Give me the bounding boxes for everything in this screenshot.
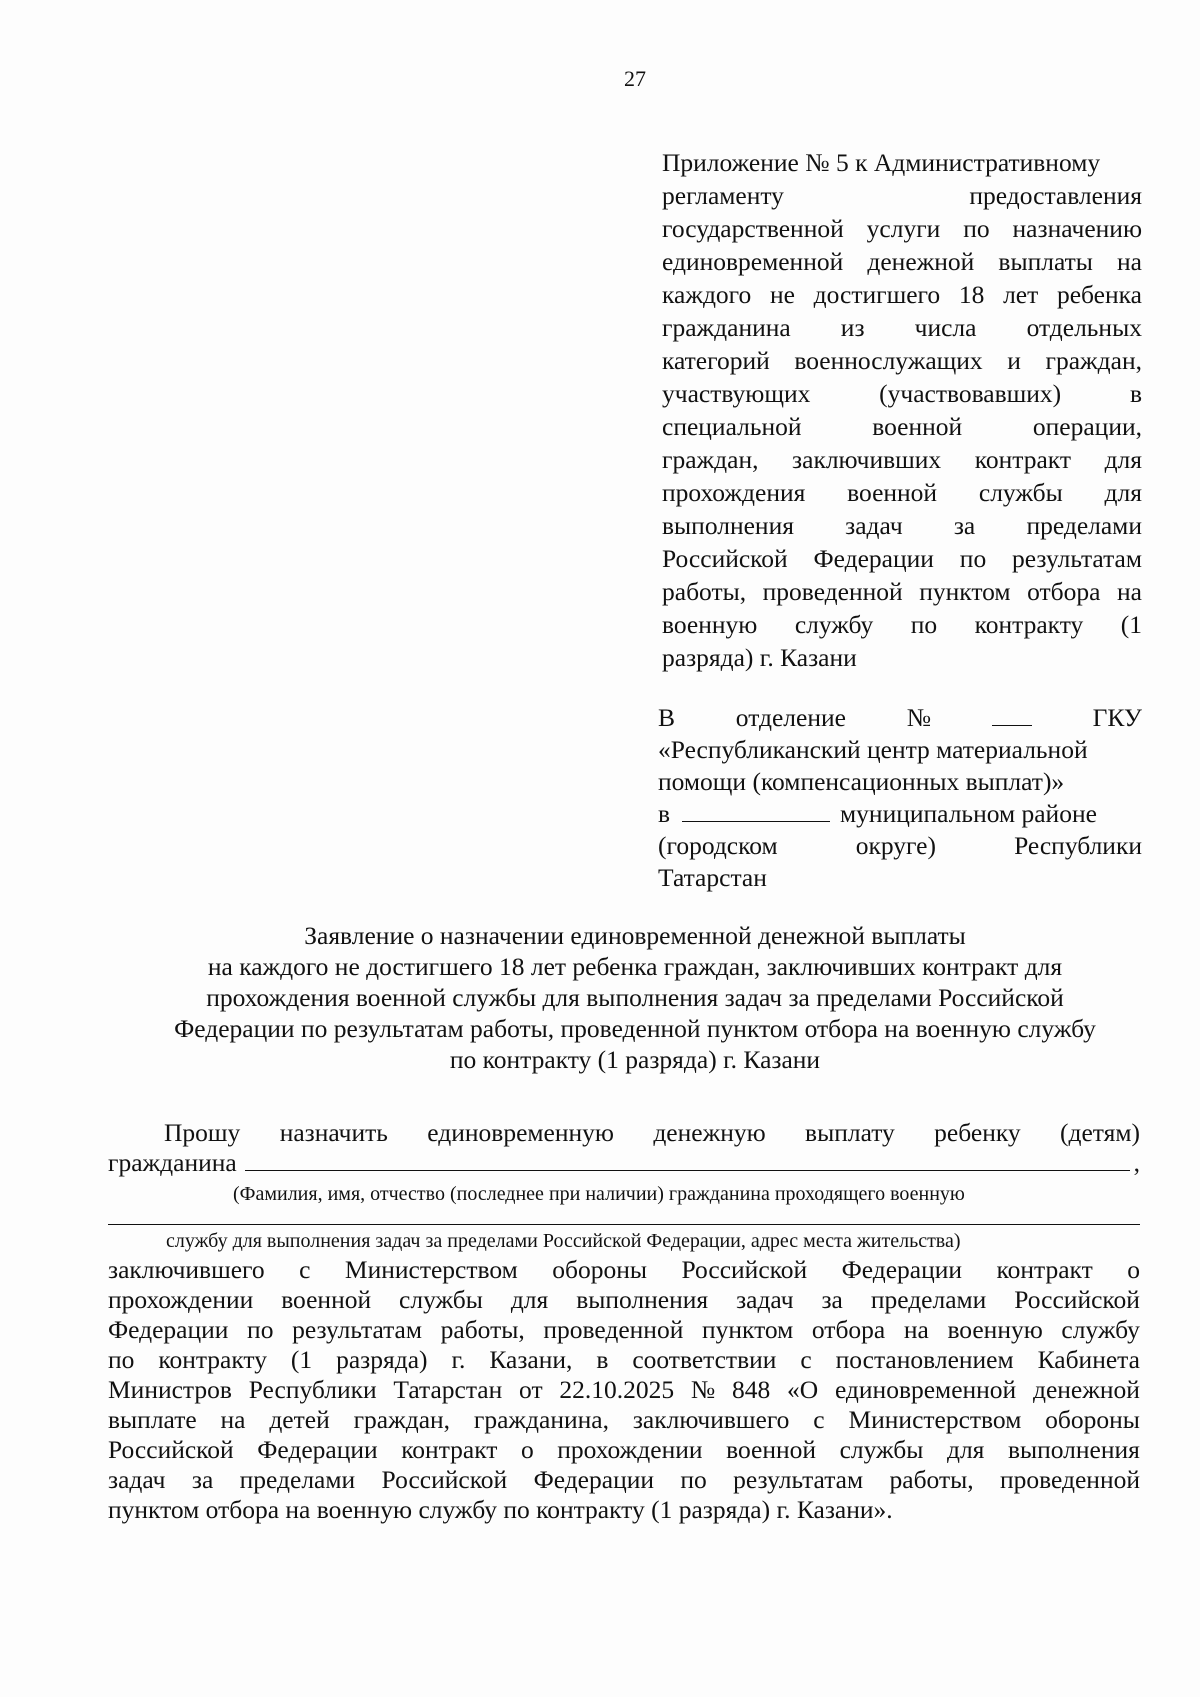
word: Министерством (848, 1405, 1022, 1434)
word: Казани, (489, 1345, 573, 1374)
word: соответствии (632, 1345, 777, 1374)
appendix-word: контракту (974, 610, 1084, 639)
addressee-text: ГКУ (1092, 703, 1142, 732)
addressee-line-5 (658, 830, 1142, 862)
appendix-word: 18 (958, 280, 985, 309)
appendix-line (662, 212, 1142, 245)
addressee-text: В (658, 703, 676, 732)
word: 22.10.2025 (559, 1375, 675, 1404)
body-line-last: пунктом отбора на военную службу по контракту (1 разряда) г. Казани». (108, 1495, 893, 1524)
appendix-line: разряда) г. Казани (662, 643, 857, 672)
appendix-word: ребенка (1056, 280, 1142, 309)
word: выплату (805, 1118, 895, 1147)
citizen-hint-line-1: (Фамилия, имя, отчество (последнее при наличии) гражданина проходящего военную (233, 1183, 965, 1205)
word: Российской (681, 1255, 808, 1284)
appendix-word: граждан, (1045, 346, 1142, 375)
body-line (108, 1315, 1140, 1345)
word: Федерации (533, 1465, 655, 1494)
word: прохождении (108, 1285, 254, 1314)
word: (детям) (1060, 1118, 1140, 1147)
appendix-word: предоставления (969, 181, 1142, 210)
word: на (220, 1405, 246, 1434)
appendix-header (662, 146, 1142, 674)
request-first-line (108, 1118, 1140, 1148)
citizen-address-blank[interactable] (108, 1208, 1140, 1225)
appendix-line (662, 278, 1142, 311)
appendix-line: Приложение № 5 к Административному (662, 148, 1101, 177)
word: выплате (108, 1405, 197, 1434)
word: с (800, 1345, 812, 1374)
request-section (108, 1118, 1140, 1525)
appendix-word: регламенту (662, 181, 784, 210)
appendix-word: государственной (662, 214, 844, 243)
appendix-line (662, 410, 1142, 443)
body-line (108, 1465, 1140, 1495)
word: Российской (1014, 1285, 1140, 1314)
appendix-word: пределами (1026, 511, 1142, 540)
appendix-word: для (1104, 445, 1142, 474)
appendix-word: не (769, 280, 795, 309)
word: Федерации (841, 1255, 963, 1284)
body-line (108, 1435, 1140, 1465)
request-body (108, 1255, 1140, 1525)
word: отбора (811, 1315, 886, 1344)
word: выполнения (576, 1285, 709, 1314)
appendix-word: по (910, 610, 938, 639)
addressee-block (658, 702, 1142, 894)
word: единовременную (427, 1118, 614, 1147)
citizen-name-blank[interactable] (245, 1148, 1130, 1171)
word: Республики (248, 1375, 377, 1404)
word: Татарстан (393, 1375, 503, 1404)
word: пределами (239, 1465, 356, 1494)
word: контракт (996, 1255, 1093, 1284)
body-line (108, 1345, 1140, 1375)
addressee-line-6: Татарстан (658, 863, 767, 892)
word: Российской (108, 1435, 234, 1464)
appendix-word: числа (914, 313, 977, 342)
appendix-word: лет (1003, 280, 1039, 309)
appendix-word: категорий (662, 346, 770, 375)
appendix-word: проведенной (762, 577, 903, 606)
word: службы (839, 1435, 924, 1464)
appendix-word: на (1116, 577, 1142, 606)
word: № (690, 1375, 716, 1404)
appendix-line (662, 377, 1142, 410)
addressee-line-3: помощи (компенсационных выплат)» (658, 767, 1065, 796)
appendix-word: достигшего (813, 280, 941, 309)
word: прохождении (557, 1435, 703, 1464)
appendix-line (662, 476, 1142, 509)
word: по (680, 1465, 707, 1494)
appendix-line (662, 245, 1142, 278)
word: г. (451, 1345, 466, 1374)
word: граждан, (353, 1405, 451, 1434)
word: службы (399, 1285, 483, 1314)
appendix-word: специальной (662, 412, 802, 441)
word: обороны (552, 1255, 647, 1284)
body-line (108, 1285, 1140, 1315)
appendix-line (662, 542, 1142, 575)
appendix-line (662, 575, 1142, 608)
appendix-word: заключивших (792, 445, 942, 474)
appendix-word: в (1129, 379, 1142, 408)
appendix-word: по (959, 544, 987, 573)
appendix-word: услуги (866, 214, 941, 243)
citizen-label: гражданина (108, 1148, 237, 1177)
appendix-word: выполнения (662, 511, 794, 540)
word: военную (947, 1315, 1043, 1344)
word: с (813, 1405, 825, 1434)
title-line: Заявление о назначении единовременной денежной выплаты (304, 921, 966, 950)
appendix-word: контракт (974, 445, 1071, 474)
appendix-word: (участвовавших) (879, 379, 1062, 408)
addressee-text: муниципальном районе (840, 799, 1097, 828)
appendix-word: гражданина (662, 313, 791, 342)
appendix-word: Российской (662, 544, 788, 573)
addressee-line-2: «Республиканский центр материальной (658, 735, 1088, 764)
appendix-word: службы (978, 478, 1063, 507)
appendix-word: работы, (662, 577, 747, 606)
appendix-word: задач (845, 511, 903, 540)
word: Министерством (344, 1255, 518, 1284)
word: на (903, 1315, 929, 1344)
department-number-blank[interactable] (992, 703, 1032, 726)
word: обороны (1045, 1405, 1140, 1434)
appendix-word: военнослужащих (794, 346, 983, 375)
word: заключившего (108, 1255, 265, 1284)
word: по (247, 1315, 274, 1344)
title-line: прохождения военной службы для выполнения задач за пределами Российской (206, 983, 1064, 1012)
word: постановлением (835, 1345, 1014, 1374)
word: детей (269, 1405, 330, 1434)
appendix-word: операции, (1032, 412, 1142, 441)
appendix-word: за (953, 511, 976, 540)
appendix-line (662, 608, 1142, 641)
body-line (108, 1375, 1140, 1405)
appendix-word: и (1007, 346, 1021, 375)
addressee-text: Республики (1014, 831, 1142, 860)
appendix-line (662, 179, 1142, 212)
word: (1 (290, 1345, 313, 1374)
word: проведенной (999, 1465, 1140, 1494)
addressee-text: № (906, 703, 932, 732)
word: Федерации (108, 1315, 229, 1344)
document-title (100, 920, 1170, 1075)
word: по (108, 1345, 135, 1374)
word: с (299, 1255, 311, 1284)
word: в (596, 1345, 609, 1374)
word: военной (726, 1435, 817, 1464)
word: задач (108, 1465, 166, 1494)
appendix-word: по (963, 214, 990, 243)
appendix-line (662, 344, 1142, 377)
word: «О (787, 1375, 819, 1404)
appendix-word: участвующих (662, 379, 811, 408)
appendix-word: граждан, (662, 445, 759, 474)
appendix-line (662, 311, 1142, 344)
appendix-word: службу (794, 610, 874, 639)
word: работы, (440, 1315, 525, 1344)
word: пунктом (701, 1315, 794, 1344)
appendix-line (662, 509, 1142, 542)
word: от (519, 1375, 543, 1404)
word: Российской (381, 1465, 508, 1494)
word: контракту (158, 1345, 267, 1374)
appendix-word: назначению (1012, 214, 1142, 243)
word: результатам (733, 1465, 864, 1494)
word: о (1127, 1255, 1140, 1284)
appendix-word: денежной (867, 247, 975, 276)
appendix-word: для (1104, 478, 1142, 507)
word: гражданина, (473, 1405, 609, 1434)
word: проведенной (543, 1315, 684, 1344)
word: ребенку (934, 1118, 1021, 1147)
word: единовременной (834, 1375, 1017, 1404)
appendix-word: выплаты (998, 247, 1093, 276)
word: назначить (279, 1118, 388, 1147)
word: Министров (108, 1375, 232, 1404)
word: результатам (292, 1315, 423, 1344)
appendix-word: военной (872, 412, 963, 441)
addressee-text: округе) (855, 831, 936, 860)
word: контракт (401, 1435, 498, 1464)
appendix-word: результатам (1012, 544, 1142, 573)
appendix-word: из (840, 313, 865, 342)
citizen-row (108, 1148, 1140, 1178)
word: выполнения (1007, 1435, 1140, 1464)
word: заключившего (632, 1405, 790, 1434)
appendix-word: Федерации (813, 544, 934, 573)
word: Прошу (164, 1118, 241, 1147)
appendix-word: прохождения (662, 478, 806, 507)
appendix-word: на (1117, 247, 1142, 276)
word: Кабинета (1037, 1345, 1140, 1374)
word: за (821, 1285, 843, 1314)
word: разряда) (336, 1345, 428, 1374)
addressee-text: (городском (658, 831, 778, 860)
page-number: 27 (624, 66, 646, 91)
word: для (510, 1285, 549, 1314)
addressee-text: в (658, 799, 671, 828)
word: денежной (1032, 1375, 1140, 1404)
appendix-word: военной (847, 478, 938, 507)
word: о (520, 1435, 534, 1464)
word: работы, (889, 1465, 974, 1494)
title-line: по контракту (1 разряда) г. Казани (449, 1045, 821, 1074)
word: за (191, 1465, 214, 1494)
body-line (108, 1405, 1140, 1435)
title-line: Федерации по результатам работы, проведенной пунктом отбора на военную службу (174, 1014, 1096, 1043)
word: военной (281, 1285, 372, 1314)
word: 848 (732, 1375, 771, 1404)
word: задач (736, 1285, 794, 1314)
appendix-word: отдельных (1026, 313, 1142, 342)
appendix-word: пунктом (919, 577, 1011, 606)
appendix-word: военную (662, 610, 758, 639)
title-line: на каждого не достигшего 18 лет ребенка граждан, заключивших контракт для (207, 952, 1063, 981)
appendix-line (662, 443, 1142, 476)
word: Федерации (257, 1435, 378, 1464)
municipal-district-blank[interactable] (682, 799, 830, 822)
addressee-text: отделение (735, 703, 846, 732)
appendix-word: единовременной (662, 247, 844, 276)
addressee-line-1 (658, 702, 1142, 734)
appendix-word: отбора (1027, 577, 1101, 606)
comma: , (1133, 1148, 1140, 1177)
word: денежную (653, 1118, 766, 1147)
addressee-line-4 (658, 798, 1142, 830)
word: службу (1061, 1315, 1140, 1344)
body-line (108, 1255, 1140, 1285)
appendix-word: (1 (1120, 610, 1142, 639)
appendix-word: каждого (662, 280, 752, 309)
citizen-hint-line-2: службу для выполнения задач за пределами Российской Федерации, адрес места жительства) (166, 1230, 961, 1252)
word: для (946, 1435, 985, 1464)
word: пределами (870, 1285, 987, 1314)
